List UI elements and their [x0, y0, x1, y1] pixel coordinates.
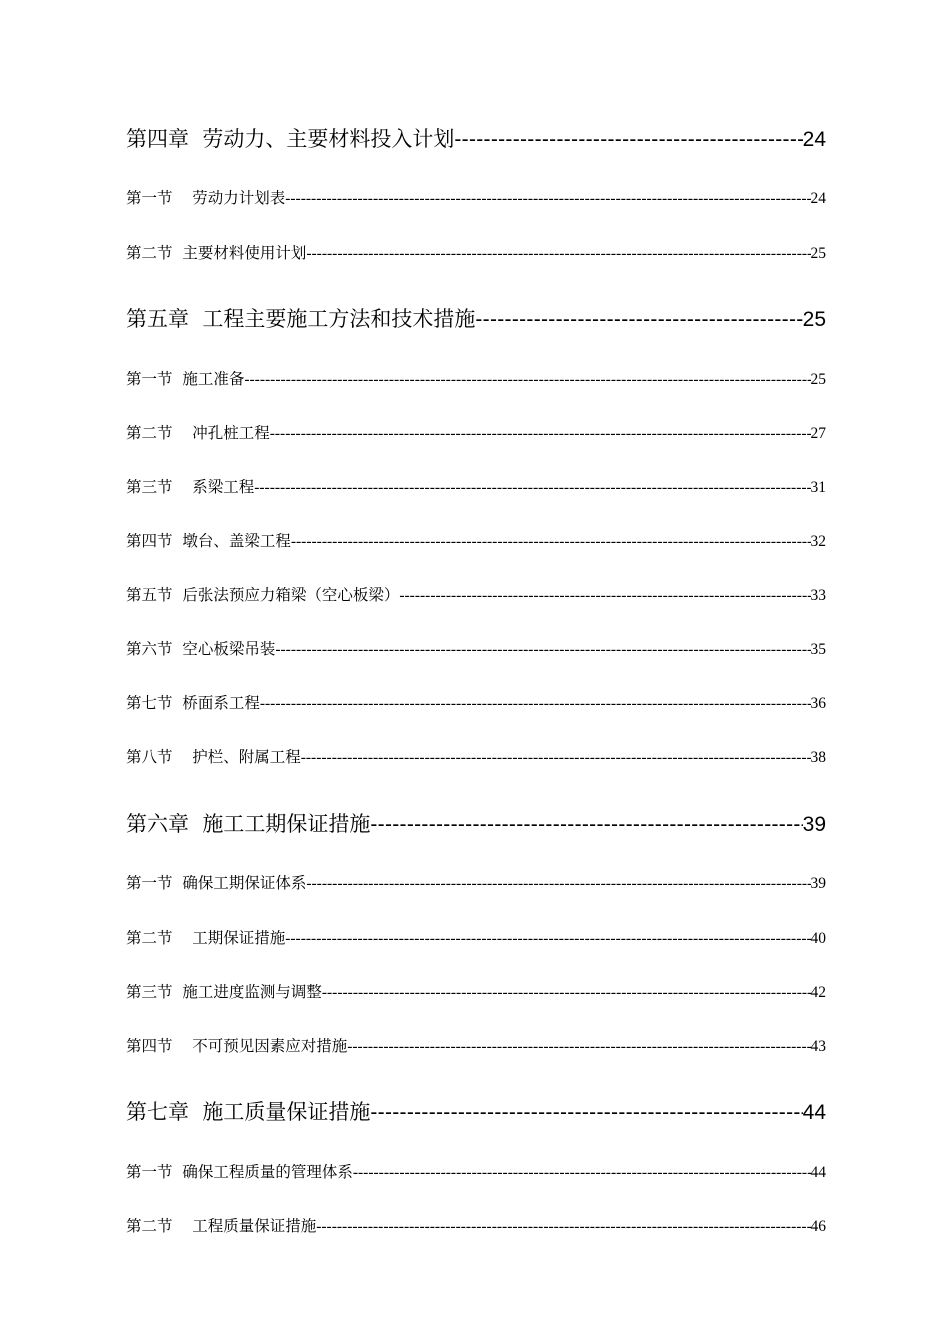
toc-entry-page: 24: [810, 190, 826, 207]
toc-section-entry[interactable]: [126, 691, 826, 715]
toc-entry-page: 44: [810, 1164, 826, 1181]
dot-leader: [244, 368, 810, 391]
toc-section-entry[interactable]: [126, 745, 826, 769]
toc-entry-title: 第一节 确保工程质量的管理体系: [126, 1163, 353, 1181]
toc-entry-title: 第四章 劳动力、主要材料投入计划: [126, 127, 455, 151]
dot-leader: [301, 746, 811, 769]
dot-leader: [399, 584, 810, 607]
toc-section-entry[interactable]: [126, 367, 826, 391]
toc-entry-page: 42: [810, 984, 826, 1001]
toc-entry-title: 第一节 劳动力计划表: [126, 189, 286, 207]
toc-entry-page: 33: [810, 587, 826, 604]
toc-section-entry[interactable]: [126, 871, 826, 895]
toc-entry-title: 第一节 确保工期保证体系: [126, 874, 307, 892]
toc-entry-title: 第二节 主要材料使用计划: [126, 244, 307, 262]
toc-section-entry[interactable]: [126, 529, 826, 553]
dot-leader: [370, 810, 802, 839]
toc-chapter-entry[interactable]: [126, 304, 826, 334]
toc-section-entry[interactable]: [126, 186, 826, 210]
dot-leader: [347, 1035, 810, 1058]
toc-entry-title: 第八节 护栏、附属工程: [126, 748, 301, 766]
toc-entry-title: 第三节 施工进度监测与调整: [126, 983, 322, 1001]
toc-section-entry[interactable]: [126, 475, 826, 499]
toc-entry-page: 32: [810, 533, 826, 550]
dot-leader: [370, 1098, 802, 1127]
toc-entry-page: 46: [810, 1218, 826, 1235]
toc-entry-page: 31: [810, 479, 826, 496]
dot-leader: [475, 305, 802, 334]
dot-leader: [454, 125, 802, 154]
toc-entry-page: 35: [810, 641, 826, 658]
toc-entry-page: 27: [810, 425, 826, 442]
toc-section-entry[interactable]: [126, 1214, 826, 1238]
toc-entry-title: 第七章 施工质量保证措施: [126, 1100, 371, 1124]
toc-entry-page: 44: [802, 1101, 826, 1124]
toc-entry-title: 第七节 桥面系工程: [126, 694, 260, 712]
toc-entry-page: 39: [802, 813, 826, 836]
toc-entry-page: 24: [802, 128, 826, 151]
toc-section-entry[interactable]: [126, 241, 826, 265]
toc-entry-page: 43: [810, 1038, 826, 1055]
toc-section-entry[interactable]: [126, 926, 826, 950]
toc-entry-title: 第一节 施工准备: [126, 370, 245, 388]
dot-leader: [353, 1161, 811, 1184]
dot-leader: [254, 476, 810, 499]
toc-entry-title: 第三节 系梁工程: [126, 478, 255, 496]
toc-entry-title: 第二节 工期保证措施: [126, 929, 286, 947]
toc-entry-title: 第二节 冲孔桩工程: [126, 424, 270, 442]
toc-section-entry[interactable]: [126, 583, 826, 607]
dot-leader: [285, 927, 810, 950]
dot-leader: [260, 692, 811, 715]
dot-leader: [306, 872, 810, 895]
toc-chapter-entry[interactable]: [126, 124, 826, 154]
dot-leader: [285, 187, 810, 210]
toc-entry-title: 第五节 后张法预应力箱梁（空心板梁）: [126, 586, 400, 604]
toc-entry-page: 25: [810, 371, 826, 388]
dot-leader: [270, 422, 811, 445]
toc-entry-title: 第二节 工程质量保证措施: [126, 1217, 317, 1235]
dot-leader: [316, 1215, 810, 1238]
dot-leader: [306, 242, 810, 265]
toc-entry-title: 第五章 工程主要施工方法和技术措施: [126, 307, 476, 331]
toc-section-entry[interactable]: [126, 1034, 826, 1058]
toc-section-entry[interactable]: [126, 421, 826, 445]
toc-entry-page: 40: [810, 930, 826, 947]
toc-section-entry[interactable]: [126, 637, 826, 661]
toc-section-entry[interactable]: [126, 1160, 826, 1184]
toc-entry-title: 第四节 墩台、盖梁工程: [126, 532, 291, 550]
toc-entry-page: 25: [802, 308, 826, 331]
toc-entry-page: 25: [810, 245, 826, 262]
toc-chapter-entry[interactable]: [126, 1097, 826, 1127]
toc-entry-title: 第四节 不可预见因素应对措施: [126, 1037, 348, 1055]
toc-section-entry[interactable]: [126, 980, 826, 1004]
toc-chapter-entry[interactable]: [126, 809, 826, 839]
toc-entry-page: 39: [810, 875, 826, 892]
dot-leader: [275, 638, 810, 661]
toc-entry-page: 38: [810, 749, 826, 766]
dot-leader: [291, 530, 811, 553]
toc-entry-title: 第六章 施工工期保证措施: [126, 812, 371, 836]
toc-entry-title: 第六节 空心板梁吊装: [126, 640, 276, 658]
toc-entry-page: 36: [810, 695, 826, 712]
dot-leader: [322, 981, 811, 1004]
